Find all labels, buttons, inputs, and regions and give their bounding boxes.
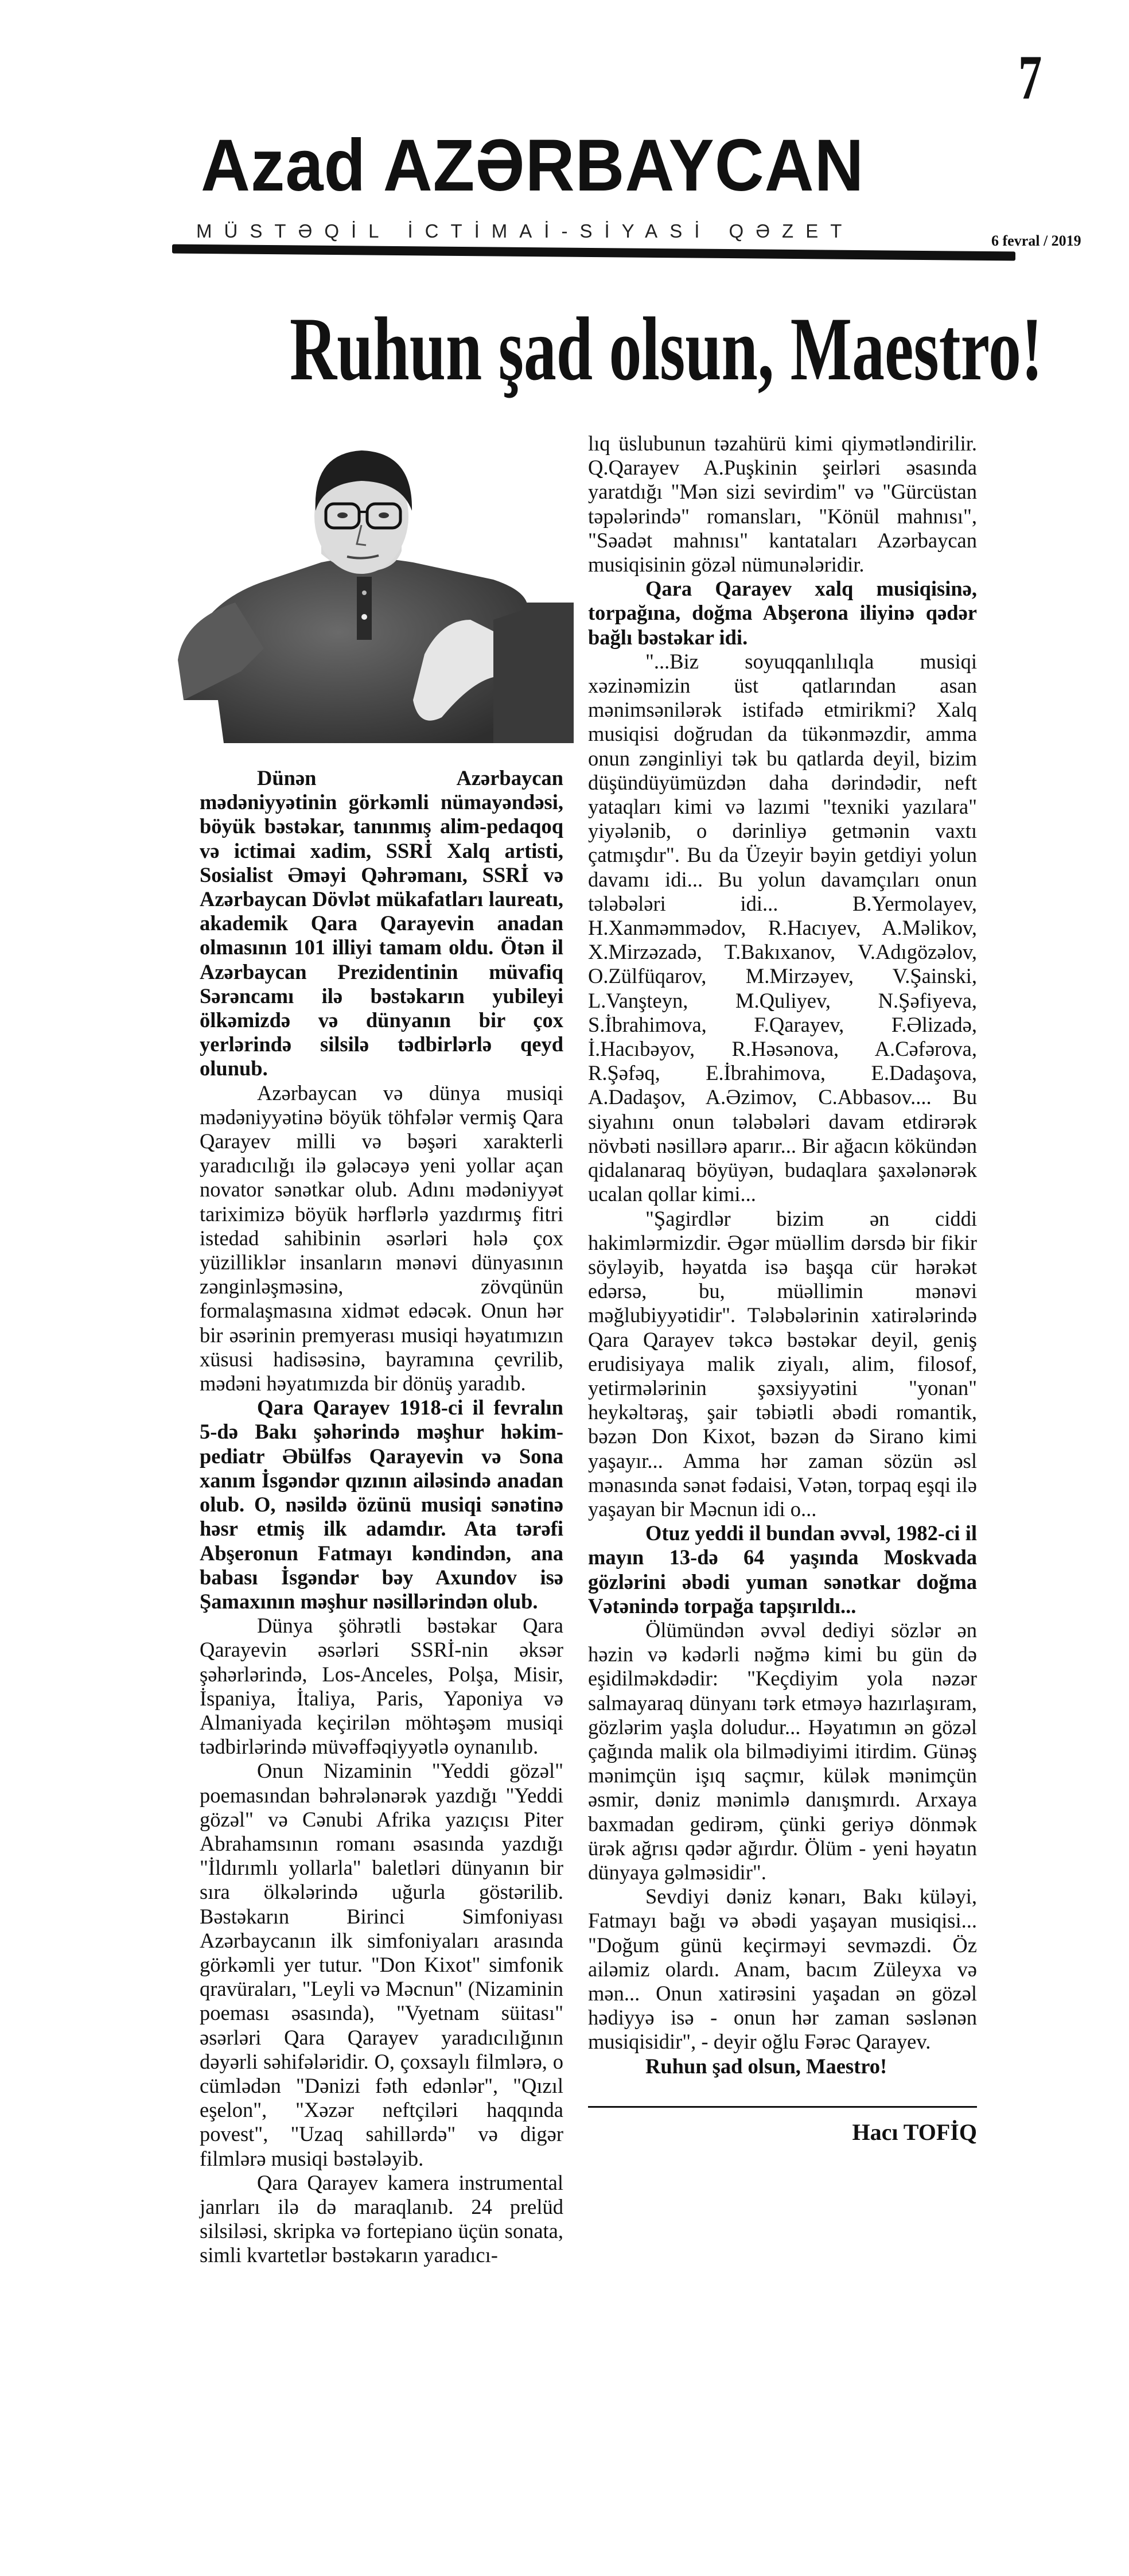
- body-paragraph: Azərbaycan və dünya musiqi mədəniyyətinə böyük töhfələr vermiş Qara Qarayev milli və bəşəri xarakterli yaradıcılığı ilə gələcəyə yeni yollar açan novator sənətkar olub. Adını mədəniyyət tariximizə böyük hərflərlə yazdırmış fitri istedad sahibinin əsərləri hələ çox yüzilliklər insanların mənəvi dünyasının zənginləşməsinə, zövqünün formalaşmasına xidmət edəcək. Onun hər bir əsərinin premyerası musiqi həyatımızın xüsusi hadisəsinə, bayramına çevrilib, mədəni həyatımızda bir dönüş yaradıb.: [200, 1081, 563, 1396]
- article-column-right: [588, 432, 977, 2144]
- body-paragraph-bold: Otuz yeddi il bundan əvvəl, 1982-ci il mayın 13-də 64 yaşında Moskvada gözlərini əbədi yuman sənətkar doğma Vətənində torpağa tapşırıldı...: [588, 1521, 977, 1618]
- body-paragraph: Sevdiyi dəniz kənarı, Bakı küləyi, Fatmayı bağı və əbədi yaşayan musiqisi... "Doğum günü keçirməyi sevməzdi. Öz ailəmiz olardı. Anam, bacım Züleyxa və mən... Onun xatirəsini yaşadan ən gözəl hədiyyə isə - onun hər zaman səslənən musiqisidir", - deyir oğlu Fərəc Qarayev.: [588, 1885, 977, 2054]
- body-paragraph: Ölümündən əvvəl dediyi sözlər ən həzin və kədərli nəğmə kimi bu gün də eşidilməkdədir: "Keçdiyim yola nəzər salmayaraq dünyanı tərk etməyə hazırlaşıram, gözlərim yaşla doludur... Həyatımın ən gözəl çağında malik ola bilmədiyimi itirdim. Günəş mənimçün işıq saçmır, külək mənimçün əsmir, dəniz mənimlə danışmırdı. Arxaya baxmadan gedirəm, çünki geriyə dönmək ürək ağrısı qədər ağırdır. Ölüm - yeni həyatın dünyaya gəlməsidir".: [588, 1618, 977, 1884]
- page-number: 7: [1018, 42, 1042, 112]
- lead-paragraph: Dünən Azərbaycan mədəniyyətinin görkəmli nümayəndəsi, böyük bəstəkar, tanınmış alim-pedaqoq və ictimai xadim, SSRİ Xalq artisti, Sosialist Əməyi Qəhrəmanı, SSRİ və Azərbaycan Dövlət mükafatları laureatı, akademik Qara Qarayevin anadan olmasının 101 illiyi tamam oldu. Ötən il Azərbaycan Prezidentinin müvafiq Sərəncamı ilə bəstəkarın yubileyi ölkəmizdə və dünyanın bir çox yerlərində silsilə tədbirlərlə qeyd olunub.: [200, 766, 563, 1081]
- body-paragraph: Onun Nizaminin "Yeddi gözəl" poemasından bəhrələnərək yazdığı "Yeddi gözəl" və Cənubi Afrika yazıçısı Piter Abrahamsının romanı əsasında yazdığı "İldırımlı yollarla" baletləri dünyanın bir sıra ölkələrində uğurla göstərilib. Bəstəkarın Birinci Simfoniyası Azərbaycanın ilk simfoniyaları arasında görkəmli yer tutur. "Don Kixot" simfonik qravüraları, "Leyli və Məcnun" (Nizaminin poeması əsasında), "Vyetnam süitası" əsərləri Qara Qarayev yaradıcılığının dəyərli səhifələridir. O, çoxsaylı filmlərə, o cümlədən "Dənizi fəth edənlər", "Qızıl eşelon", "Xəzər neftçiləri haqqında povest", "Uzaq sahillərdə" və digər filmlərə musiqi bəstələyib.: [200, 1759, 563, 2170]
- portrait-photo: [172, 430, 574, 743]
- body-paragraph-bold: Qara Qarayev 1918-ci il fevralın 5-də Bakı şəhərində məşhur həkim-pediatr Əbülfəs Qarayevin və Sona xanım İsgəndər qızının ailəsində anadan olub. O, nəsildə özünü musiqi sənətinə həsr etmiş ilk adamdır. Ata tərəfi Abşeronun Fatmayı kəndindən, ana babası İsgəndər bəy Axundov isə Şamaxının məşhur nəsillərindən olub.: [200, 1396, 563, 1613]
- body-paragraph: lıq üslubunun təzahürü kimi qiymətləndirilir. Q.Qarayev A.Puşkinin şeirləri əsasında yaratdığı "Mən sizi sevirdim" və "Gürcüstan təpələrində" romansları, "Könül mahnısı", "Səadət mahnısı" kantataları Azərbaycan musiqisinin gözəl nümunələridir.: [588, 432, 977, 577]
- article-column-left: [200, 766, 563, 2268]
- body-paragraph: Qara Qarayev kamera instrumental janrları ilə də maraqlanıb. 24 prelüd silsiləsi, skripka və fortepiano üçün sonata, simli kvartetlər bəstəkarın yaradıcı-: [200, 2170, 563, 2267]
- body-paragraph: "Şagirdlər bizim ən ciddi hakimlərmizdir. Əgər müəllim dərsdə bir fikir söyləyib, həyatda isə başqa cür hərəkət edərsə, bu, müəllimin mənəvi məğlubiyyətidir". Tələbələrinin xatirələrində Qara Qarayev təkcə bəstəkar deyil, geniş erudisiyaya malik ziyalı, alim, filosof, yetirmələrinin şəxsiyyətini "yonan" heykəltəraş, şair təbiətli əbədi romantik, bəzən Don Kixot, bəzən də Sirano kimi yaşayır... Amma hər zaman sözün əsl mənasında sənət fədaisi, Vətən, torpaq eşqi ilə yaşayan bir Məcnun idi o...: [588, 1206, 977, 1521]
- body-paragraph: Dünya şöhrətli bəstəkar Qara Qarayevin əsərləri SSRİ-nin əksər şəhərlərində, Los-Anceles, Polşa, Misir, İspaniya, İtaliya, Paris, Yaponiya və Almaniyada keçirilən möhtəşəm musiqi tədbirlərində müvəffəqiyyətlə oynanılıb.: [200, 1614, 563, 1759]
- newspaper-subtitle: MÜSTƏQİL İCTİMAİ-SİYASİ QƏZET: [196, 220, 854, 242]
- portrait-photo-icon: [172, 430, 574, 743]
- newspaper-title: Azad AZƏRBAYCAN: [201, 125, 865, 207]
- issue-date: 6 fevral / 2019: [991, 232, 1081, 249]
- masthead-divider: [172, 244, 1015, 261]
- body-paragraph: "...Biz soyuqqanlılıqla musiqi xəzinəmizin üst qatlarından asan mənimsənilərək istifadə etmirikmi? Xalq musiqisi doğrudan da tükənməzdir, amma onun zənginliyi tək bu qatlarda deyil, bizim düşündüyümüzdən daha dərindədir, neft yataqları kimi və lazımi "texniki yazılara" yiyələnib, o dərinliyə getmənin vaxtı çatmışdır". Bu da Üzeyir bəyin getdiyi yolun davamı idi... Bu yolun davamçıları onun tələbələri idi... B.Yermolayev, H.Xanməmmədov, R.Hacıyev, A.Məlikov, X.Mirzəzadə, T.Bakıxanov, V.Adıgözəlov, O.Zülfüqarov, M.Mirzəyev, V.Şainski, L.Vanşteyn, M.Quliyev, N.Şəfiyeva, S.İbrahimova, F.Qarayev, F.Əlizadə, İ.Hacıbəyov, R.Həsənova, A.Cəfərova, R.Şəfəq, E.İbrahimova, E.Dadaşova, A.Dadaşov, A.Əzimov, C.Abbasov.... Bu siyahını onun tələbələri davam etdirərək növbəti nəsillərə aparır... Bir ağacın kökündən qidalanaraq böyüyən, budaqlara şaxələnərək ucalan qollar kimi...: [588, 649, 977, 1206]
- author-signature: Hacı TOFİQ: [852, 2119, 977, 2145]
- signature-divider: [588, 2106, 977, 2108]
- article-headline: Ruhun şad olsun, Maestro!: [290, 299, 1043, 399]
- closing-line: Ruhun şad olsun, Maestro!: [645, 2054, 887, 2078]
- body-paragraph-bold: Qara Qarayev xalq musiqisinə, torpağına, doğma Abşerona iliyinə qədər bağlı bəstəkar idi.: [588, 577, 977, 649]
